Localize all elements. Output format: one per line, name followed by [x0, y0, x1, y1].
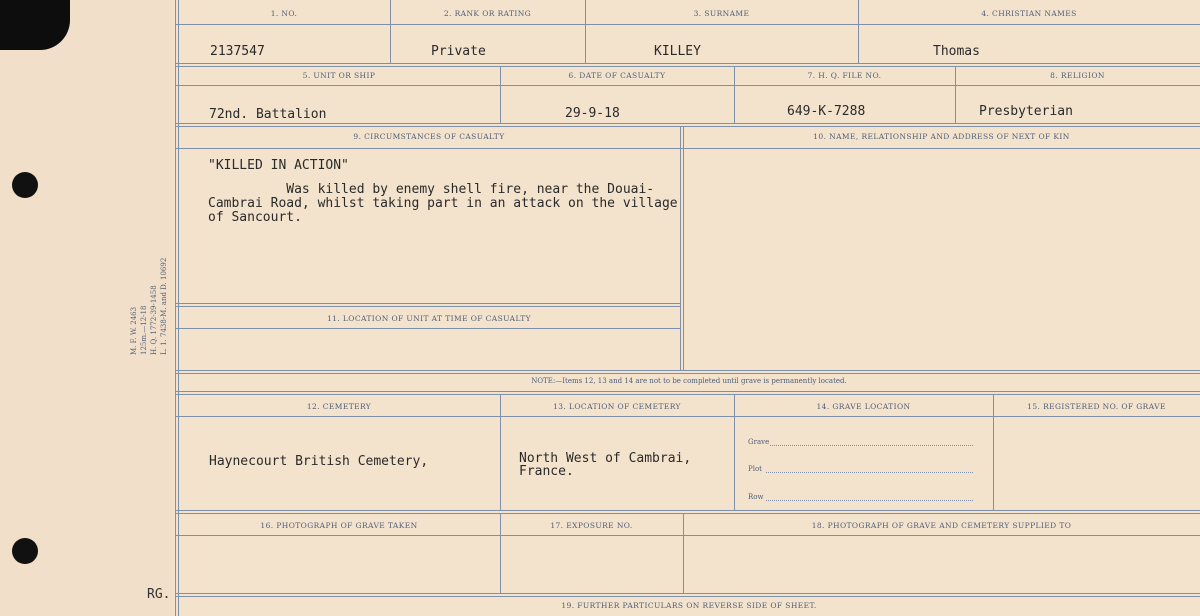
grave-label: Grave [748, 438, 770, 446]
torn-corner [0, 0, 70, 50]
file-value: 649-K-7288 [787, 104, 866, 119]
circumstances-line-4: of Sancourt. [208, 210, 302, 225]
label-exposure: 17. EXPOSURE NO. [550, 521, 633, 530]
label-cemetery: 12. CEMETERY [306, 402, 372, 411]
label-grave-location: 14. GRAVE LOCATION [816, 402, 911, 411]
label-religion: 8. RELIGION [1050, 71, 1105, 80]
date-value: 29-9-18 [565, 106, 620, 121]
label-date: 6. DATE OF CASUALTY [568, 71, 666, 80]
note-text: NOTE:—Items 12, 13 and 14 are not to be completed until grave is permanently located. [531, 377, 847, 385]
circumstances-line-1: "KILLED IN ACTION" [208, 158, 349, 173]
rank-value: Private [431, 44, 486, 59]
form-code-4: L. 1. 7438-M. and D. 10692 [160, 257, 168, 355]
label-rank: 2. RANK OR RATING [443, 9, 532, 18]
christian-names-value: Thomas [933, 44, 980, 59]
cemetery-value: Haynecourt British Cemetery, [209, 454, 429, 469]
row-label: Row [748, 493, 764, 501]
surname-value: KILLEY [654, 44, 701, 59]
form-code-1: M. F. W. 2463 [130, 306, 138, 355]
punch-hole-bottom [12, 538, 38, 564]
label-cemetery-location: 13. LOCATION OF CEMETERY [553, 402, 681, 411]
cemetery-location-line-1: North West of Cambrai, [519, 451, 692, 466]
label-registered-no: 15. REGISTERED NO. OF GRAVE [1027, 402, 1166, 411]
circumstances-line-2: Was killed by enemy shell fire, near the Douai- [208, 182, 655, 197]
unit-value: 72nd. Battalion [209, 107, 327, 122]
label-christian-names: 4. CHRISTIAN NAMES [981, 9, 1077, 18]
label-circumstances: 9. CIRCUMSTANCES OF CASUALTY [353, 132, 505, 141]
label-unit: 5. UNIT OR SHIP [302, 71, 376, 80]
label-photo-supplied: 18. PHOTOGRAPH OF GRAVE AND CEMETERY SUPPLIED TO [811, 521, 1072, 530]
label-location-of-unit: 11. LOCATION OF UNIT AT TIME OF CASUALTY [327, 314, 531, 323]
label-surname: 3. SURNAME [693, 9, 750, 18]
label-further-particulars: 19. FURTHER PARTICULARS ON REVERSE SIDE OF SHEET. [561, 601, 817, 610]
plot-label: Plot [748, 465, 762, 473]
label-photo-taken: 16. PHOTOGRAPH OF GRAVE TAKEN [260, 521, 418, 530]
initials: RG. [147, 587, 171, 602]
circumstances-line-3: Cambrai Road, whilst taking part in an attack on the village [208, 196, 678, 211]
cemetery-location-line-2: France. [519, 464, 574, 479]
label-file: 7. H. Q. FILE NO. [807, 71, 882, 80]
form-codes [130, 257, 180, 360]
punch-hole-top [12, 172, 38, 198]
service-number: 2137547 [210, 44, 265, 59]
label-next-of-kin: 10. NAME, RELATIONSHIP AND ADDRESS OF NEXT OF KIN [813, 132, 1070, 141]
label-no: 1. NO. [270, 9, 298, 18]
form-code-3: H. Q. 1772-39-1458 [150, 285, 158, 355]
form-code-2: 125m.—12-18 [140, 305, 148, 355]
religion-value: Presbyterian [979, 104, 1073, 119]
